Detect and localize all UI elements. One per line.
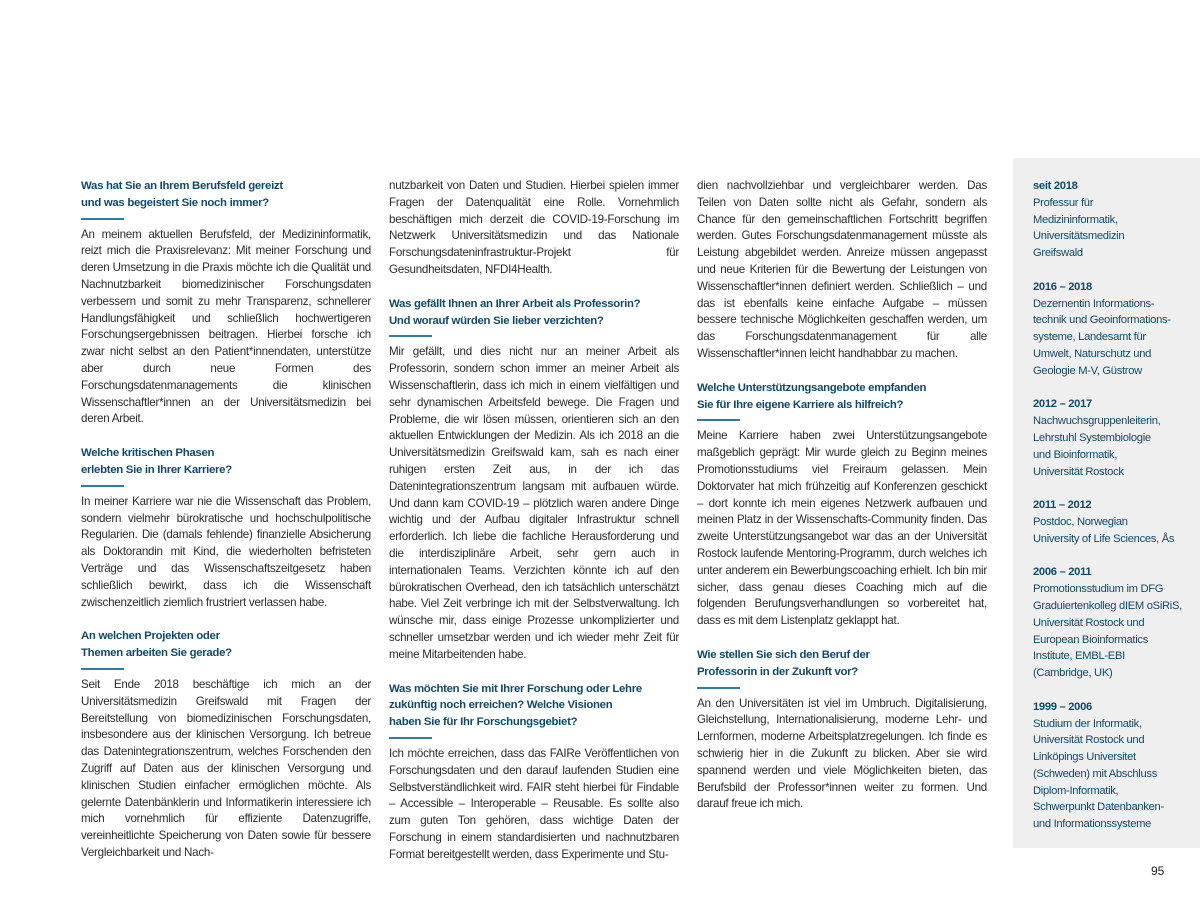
- cv-line: Nachwuchsgruppenleiterin,: [1033, 415, 1161, 428]
- question-line: An welchen Projekten oder: [81, 630, 220, 643]
- question-line: Was gefällt Ihnen an Ihrer Arbeit als Professorin?: [389, 297, 641, 310]
- cv-years: 2012 – 2017: [1033, 398, 1092, 411]
- cv-sidebar: [1013, 158, 1200, 848]
- answer-paragraph: Meine Karriere haben zwei Unterstützungsangebote maßgeblich geprägt: Mir wurde gleich zu Beginn meines Promotionsstudiums viel Freiraum gelassen. Mein Doktorvater hat mich frühzeitig auf Konferenzen geschickt – dort konnte ich mein eigenes Netzwerk aufbauen und meinen Platz in der Wissenschafts-Community finden. Das zweite Unterstützungsangebot war das an der Universität Rostock laufende Mentoring-Programm, durch welches ich unter anderem ein Bewerbungscoaching erhielt. Ich bin mir sicher, dass genau dieses Coaching mich auf die folgenden Berufungsverhandlungen so vorbereitet hat, dass es mit dem Listenplatz geklappt hat.: [697, 429, 987, 628]
- answer-paragraph: An den Universitäten ist viel im Umbruch. Digitalisierung, Gleichstellung, Internationalisierung, moderne Lehr- und Lernformen, moderne Arbeitsplatzregelungen. Ich finde es schwierig hier in die Zukunft zu blicken. Aber sie wird spannend werden und viele Möglichkeiten bieten, das Berufsbild der Professor*innen weiter zu formen. Und darauf freue ich mich.: [697, 696, 987, 811]
- cv-line: European Bioinformatics: [1033, 633, 1148, 646]
- answer-paragraph: Mir gefällt, und dies nicht nur an meiner Arbeit als Professorin, sondern schon immer an meiner Arbeit als Wissenschaftlerin, dass ich mich in einem vielfältigen und sehr dynamischen Arbeitsfeld bewege. Die Fragen und Probleme, die wir lösen müssen, orientieren sich an den aktuellen Entwicklungen der Medizin. Als ich 2018 an die Universitätsmedizin Greifswald kam, sah es nach einer ruhigen ersten Zeit aus, in der ich das Datenintegrationszentrum langsam mit aufbauen würde. Und dann kam COVID-19 – plötzlich waren andere Dinge wichtig und der Aufbau digitaler Infrastruktur schnell erforderlich. Ich liebe die fachliche Herausforderung und die interdisziplinäre Arbeit, sehr gern auch in internationalen Teams. Verzichten könnte ich auf den bürokratischen Overhead, den ich tatsächlich unterschätzt habe. Viel Zeit verbringe ich mit der Selbstverwaltung. Ich wünsche mir, dass einige Prozesse unkomplizierter und schneller umsetzbar werden und ich wieder mehr Zeit für meine Mitarbeitenden habe.: [389, 345, 679, 661]
- cv-line: University of Life Sciences, Ås: [1033, 532, 1175, 545]
- cv-line: Postdoc, Norwegian: [1033, 515, 1128, 528]
- cv-line: und Bioinformatik,: [1033, 448, 1118, 461]
- cv-line: Diplom-Informatik,: [1033, 784, 1119, 797]
- question-heading: [697, 380, 987, 414]
- question-line: Welche kritischen Phasen: [81, 447, 215, 460]
- qa-block: [81, 178, 371, 428]
- qa-block: [81, 628, 371, 861]
- cv-entry: [1033, 564, 1198, 682]
- question-heading: [81, 178, 371, 212]
- answer-paragraph: An meinem aktuellen Berufsfeld, der Medizininformatik, reizt mich die Praxisrelevanz: Mit meiner Forschung und deren Umsetzung in die Praxis möchte ich die Qualität und Nachnutzbarkeit biomedizinischer Forschungsdaten verbessern und somit zu mehr Transparenz, schnellerer Handlungsfähigkeit und schließlich hochwertigeren Forschungsergebnissen beitragen. Hierbei forsche ich zwar nicht selbst an den Patient*innendaten, unterstütze aber durch neue Formen des Forschungsdatenmanagements die klinischen Wissenschaftler*innen an der Universitätsmedizin bei deren Arbeit.: [81, 227, 371, 426]
- cv-entry: [1033, 279, 1198, 380]
- question-line: zukünftig noch erreichen? Welche Visionen: [389, 699, 613, 712]
- answer-paragraph: In meiner Karriere war nie die Wissenschaft das Problem, sondern vielmehr bürokratische und hochschulpolitische Regularien. Die (damals fehlende) finanzielle Absicherung als Doktorandin mit Kind, die wiederholten befristeten Verträge und das Wissenschaftszeitgesetz haben schließlich bewirkt, dass ich die Wissenschaft zwischenzeitlich ziemlich frustriert verlassen habe.: [81, 494, 371, 609]
- cv-years: 1999 – 2006: [1033, 700, 1092, 713]
- question-heading: [389, 681, 679, 731]
- cv-entry: [1033, 497, 1198, 547]
- question-line: Und worauf würden Sie lieber verzichten?: [389, 314, 604, 327]
- cv-line: Universität Rostock und: [1033, 734, 1145, 747]
- question-line: Was hat Sie an Ihrem Berufsfeld gereizt: [81, 180, 283, 192]
- question-heading: [81, 445, 371, 479]
- cv-entry: [1033, 178, 1198, 262]
- cv-years: 2011 – 2012: [1033, 499, 1092, 512]
- cv-line: Greifswald: [1033, 247, 1083, 260]
- cv-line: technik und Geoinformations-: [1033, 314, 1171, 327]
- cv-years: 2016 – 2018: [1033, 280, 1092, 293]
- question-line: Was möchten Sie mit Ihrer Forschung oder Lehre: [389, 682, 642, 695]
- cv-line: Lehrstuhl Systembiologie: [1033, 431, 1151, 444]
- text-column-3: [697, 178, 987, 813]
- qa-block: [389, 681, 679, 864]
- cv-years: seit 2018: [1033, 180, 1078, 192]
- section-divider: [81, 218, 124, 220]
- question-line: Welche Unterstützungsangebote empfanden: [697, 381, 927, 394]
- qa-block: [81, 445, 371, 611]
- text-column-2: [389, 178, 679, 863]
- text-column-1: [81, 178, 371, 862]
- cv-line: Universität Rostock: [1033, 465, 1124, 478]
- question-heading: [389, 296, 679, 330]
- question-line: Professorin in der Zukunft vor?: [697, 665, 858, 678]
- question-line: Sie für Ihre eigene Karriere als hilfreich?: [697, 398, 904, 411]
- section-divider: [697, 687, 740, 689]
- cv-line: (Schweden) mit Abschluss: [1033, 767, 1157, 780]
- section-divider: [697, 419, 740, 421]
- cv-entry: [1033, 699, 1198, 833]
- cv-line: Linköpings Universitet: [1033, 751, 1136, 764]
- answer-paragraph: Ich möchte erreichen, dass das FAIRe Veröffentlichen von Forschungsdaten und den darauf laufenden Studien eine Selbstverständlichkeit wird. FAIR steht hierbei für Findable – Accessible – Interoperable – Reusable. Es sollte also zum guten Ton gehören, dass wichtige Daten der Forschung in einem standardisierten und nachnutzbaren Format bereitgestellt werden, dass Experimente und Stu-: [389, 746, 679, 861]
- qa-block: [697, 647, 987, 813]
- cv-line: systeme, Landesamt für: [1033, 331, 1146, 344]
- section-divider: [81, 485, 124, 487]
- qa-block: [389, 296, 679, 664]
- cv-line: Institute, EMBL-EBI: [1033, 650, 1125, 663]
- qa-block: [697, 380, 987, 630]
- cv-line: Promotionsstudium im DFG: [1033, 583, 1164, 596]
- continued-paragraph: dien nachvollziehbar und vergleichbarer werden. Das Teilen von Daten sollte nicht als Gefahr, sondern als Chance für den gemeinschaftlichen Fortschritt begriffen werden. Gutes Forschungsdatenmanagement müsste als Leistung abgebildet werden. Anreize müssen angepasst und neue Kriterien für die Bewertung der Leistungen von Wissenschaftler*innen definiert werden. Schließlich – und das ist ebenfalls keine einfache Aufgabe – müssen bessere technische Möglichkeiten geschaffen werden, um das Forschungsdatenmanagement für alle Wissenschaftler*innen leicht handhabbar zu machen.: [697, 179, 987, 360]
- cv-line: Geologie M-V, Güstrow: [1033, 364, 1142, 377]
- section-divider: [81, 668, 124, 670]
- section-divider: [389, 737, 432, 739]
- page-number: 95: [1151, 864, 1165, 878]
- section-divider: [389, 335, 432, 337]
- question-line: und was begeistert Sie noch immer?: [81, 196, 269, 209]
- cv-line: Medizininformatik,: [1033, 213, 1118, 226]
- cv-line: Dezernentin Informations-: [1033, 297, 1155, 310]
- cv-entry: [1033, 396, 1198, 480]
- cv-line: und Informationssysteme: [1033, 818, 1152, 831]
- answer-paragraph: Seit Ende 2018 beschäftige ich mich an der Universitätsmedizin Greifswald mit Fragen der Bereitstellung von biomedizinischen Forschungsdaten, insbesondere aus der klinischen Versorgung. Ich betreue das Datenintegrationszentrum, welches Forschenden den Zugriff auf Daten aus der klinischen Versorgung und klinischen Studien einfacher ermöglichen möchte. Als gelernte Datenbänklerin und Informatikerin interessiere ich mich vornehmlich für effiziente Datenzugriffe, vereinheitlichte Speicherung von Daten sowie für bessere Vergleichbarkeit und Nach-: [81, 677, 371, 859]
- cv-years: 2006 – 2011: [1033, 566, 1092, 579]
- question-line: haben Sie für Ihr Forschungsgebiet?: [389, 716, 578, 729]
- question-heading: [81, 628, 371, 662]
- cv-line: Universität Rostock und: [1033, 616, 1145, 629]
- question-line: Themen arbeiten Sie gerade?: [81, 647, 232, 660]
- cv-line: (Cambridge, UK): [1033, 667, 1113, 680]
- question-heading: [697, 647, 987, 681]
- cv-line: Studium der Informatik,: [1033, 717, 1142, 730]
- cv-line: Schwerpunkt Datenbanken-: [1033, 801, 1164, 814]
- cv-line: Umwelt, Naturschutz und: [1033, 347, 1152, 360]
- cv-line: Universitätsmedizin: [1033, 230, 1125, 243]
- continued-paragraph: nutzbarkeit von Daten und Studien. Hierbei spielen immer Fragen der Datenqualität eine Rolle. Vornehmlich beschäftigen mich derzeit die COVID-19-Forschung im Netzwerk Universitätsmedizin und das Nationale Forschungsdateninfrastruktur-Projekt für Gesundheitsdaten, NFDI4Health.: [389, 179, 679, 276]
- cv-line: Graduiertenkolleg dIEM oSiRiS,: [1033, 599, 1182, 612]
- cv-line: Professur für: [1033, 196, 1094, 209]
- question-line: Wie stellen Sie sich den Beruf der: [697, 648, 870, 661]
- question-line: erlebten Sie in Ihrer Karriere?: [81, 463, 232, 476]
- cv-timeline: [1033, 178, 1198, 850]
